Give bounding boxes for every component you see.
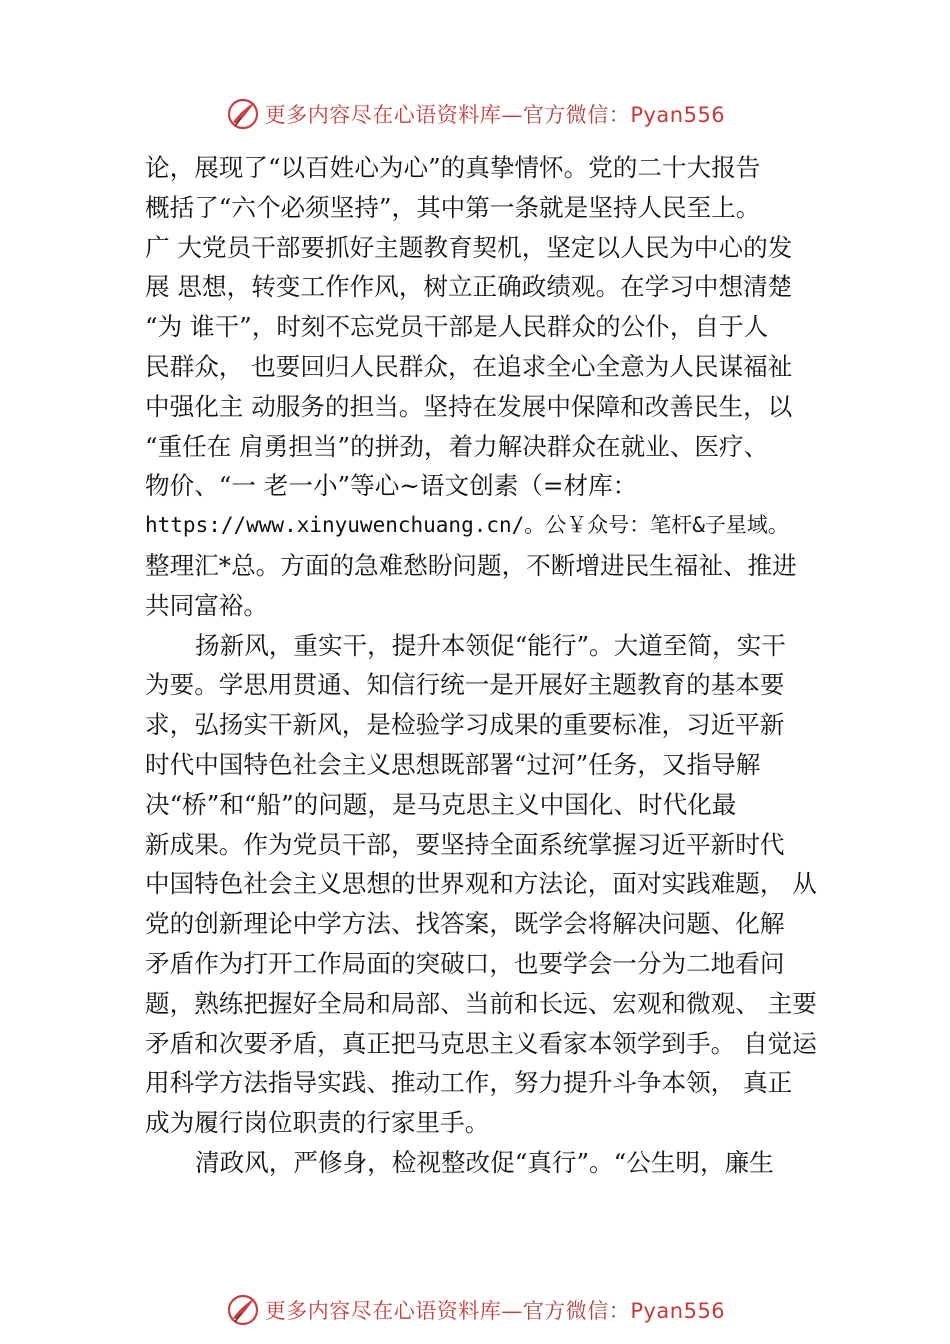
body-line: 题，熟练把握好全局和局部、当前和长远、宏观和微观、 主要	[145, 988, 817, 1018]
header-wechat-label: 官方微信：	[522, 103, 631, 127]
body-line: 共同富裕。	[145, 590, 268, 620]
body-line: 为要。学思用贯通、知信行统一是开展好主题教育的基本要	[145, 670, 785, 700]
footer-wechat-id: Pyan556	[630, 1299, 726, 1323]
footer-dash: —	[501, 1299, 523, 1323]
body-line: 中国特色社会主义思想的世界观和方法论，面对实践难题， 从	[145, 869, 817, 899]
paragraph-start-line: 清政风，严修身，检视整改促“真行”。“公生明，廉生	[195, 1147, 774, 1177]
body-line: 论，展现了“以百姓心为心”的真挚情怀。党的二十大报告	[145, 153, 761, 182]
footer-slogan: 更多内容尽在心语资料库	[264, 1299, 502, 1323]
footer-banner	[0, 1290, 950, 1330]
body-line: “重任在 肩勇担当”的拼劲，着力解决群众在就业、医疗、	[145, 431, 769, 461]
body-line: 党的创新理论中学方法、找答案，既学会将解决问题、化解	[145, 909, 785, 939]
body-line: 中强化主 动服务的担当。坚持在发展中保障和改善民生，以	[145, 391, 793, 421]
body-line: 物价、“一 老一小”等心~语文创素（=材库：	[145, 471, 638, 501]
body-line: 概括了“六个必须坚持”，其中第一条就是坚持人民至上。	[145, 192, 761, 222]
quill-seal-icon	[225, 1292, 261, 1328]
body-line: 时代中国特色社会主义思想既部署“过河”任务，又指导解	[145, 749, 761, 779]
header-dash: —	[501, 103, 523, 127]
footer-text	[265, 1295, 725, 1325]
body-line: 整理汇*总。方面的急难愁盼问题，不断增进民生福祉、推进	[145, 550, 797, 580]
paragraph-start-line: 扬新风，重实干，提升本领促“能行”。大道至简，实干	[195, 630, 786, 660]
quill-seal-icon	[225, 96, 261, 132]
body-line: “为 谁干”，时刻不忘党员干部是人民群众的公仆，自于人	[145, 312, 769, 342]
header-slogan: 更多内容尽在心语资料库	[264, 103, 502, 127]
body-line: 展 思想，转变工作作风，树立正确政绩观。在学习中想清楚	[145, 272, 793, 302]
document-body	[145, 148, 835, 1183]
footer-wechat-label: 官方微信：	[522, 1299, 631, 1323]
body-line: 广 大党员干部要抓好主题教育契机，坚定以人民为中心的发	[145, 232, 793, 262]
header-banner	[0, 94, 950, 134]
body-line: 决“桥”和“船”的问题，是马克思主义中国化、时代化最	[145, 789, 737, 819]
body-line: 民群众， 也要回归人民群众，在追求全心全意为人民谋福祉	[145, 351, 793, 381]
body-line: 新成果。作为党员干部，要坚持全面系统掌握习近平新时代	[145, 829, 785, 859]
header-wechat-id: Pyan556	[630, 103, 726, 127]
body-line: 成为履行岗位职责的行家里手。	[145, 1108, 490, 1138]
header-text	[265, 99, 725, 129]
body-line: 矛盾和次要矛盾，真正把马克思主义看家本领学到手。 自觉运	[145, 1028, 817, 1058]
body-line: 求，弘扬实干新风，是检验学习成果的重要标准，习近平新	[145, 710, 785, 740]
body-line: 用科学方法指导实践、推动工作，努力提升斗争本领， 真正	[145, 1068, 793, 1098]
body-line-url: https://www.xinyuwenchuang.cn/。公￥众号：笔杆&子星域。	[145, 513, 789, 538]
body-line: 矛盾作为打开工作局面的突破口，也要学会一分为二地看问	[145, 948, 785, 978]
